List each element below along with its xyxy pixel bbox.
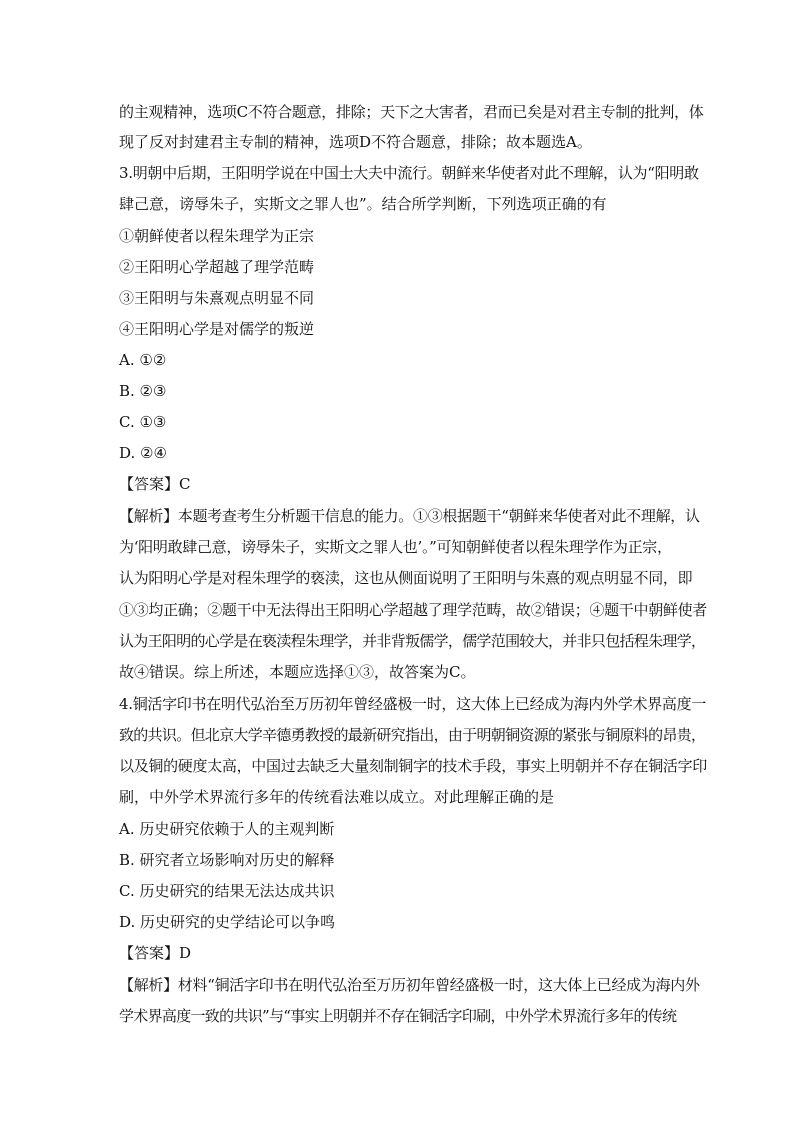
statement-3: ③王阳明与朱熹观点明显不同 [119, 289, 315, 307]
option-d: D. ②④ [119, 444, 167, 462]
analysis-line: 认为王阳明的心学是在亵渎程朱理学，并非背叛儒学，儒学范围较大，并非只包括程朱理学， [119, 632, 706, 650]
statement-4: ④王阳明心学是对儒学的叛逆 [119, 320, 315, 338]
option-c: C. ①③ [119, 413, 167, 431]
analysis-line: 【解析】本题考查考生分析题干信息的能力。①③根据题干“朝鲜来华使者对此不理解，认 [119, 507, 700, 525]
analysis-line: 故④错误。综上所述，本题应选择①③，故答案为C。 [119, 663, 476, 681]
option-a: A. ①② [119, 351, 167, 369]
question-4-stem: 4.铜活字印书在明代弘治至万历初年曾经盛极一时，这大体上已经成为海内外学术界高度一 [119, 695, 707, 713]
option-b: B. 研究者立场影响对历史的解释 [119, 851, 335, 869]
answer-label: 【答案】C [119, 475, 191, 493]
answer-label: 【答案】D [119, 944, 192, 962]
question-4-stem: 刷，中外学术界流行多年的传统看法难以成立。对此理解正确的是 [119, 788, 555, 806]
text-line: 的主观精神，选项C不符合题意，排除；天下之大害者，君而已矣是对君主专制的批判，体 [119, 103, 704, 121]
analysis-line: 认为阳明心学是对程朱理学的亵渎，这也从侧面说明了王阳明与朱熹的观点明显不同，即 [119, 569, 693, 587]
question-4-stem: 以及铜的硬度太高，中国过去缺乏大量刻制铜字的技术手段，事实上明朝并不存在铜活字印 [119, 757, 708, 775]
question-4-stem: 致的共识。但北京大学辛德勇教授的最新研究指出，由于明朝铜资源的紧张与铜原料的昂贵， [119, 726, 706, 744]
analysis-line: 【解析】材料“铜活字印书在明代弘治至万历初年曾经盛极一时，这大体上已经成为海内外 [119, 976, 700, 994]
analysis-line: ①③均正确；②题干中无法得出王阳明心学超越了理学范畴，故②错误；④题干中朝鲜使者 [119, 601, 708, 619]
analysis-line: 为‘阳明敢肆己意，谤辱朱子，实斯文之罪人也’。”可知朝鲜使者以程朱理学作为正宗， [119, 538, 672, 556]
question-3-stem: 3.明朝中后期，王阳明学说在中国士大夫中流行。朝鲜来华使者对此不理解，认为“阳明敢 [119, 164, 699, 182]
option-a: A. 历史研究依赖于人的主观判断 [119, 820, 335, 838]
text-line: 现了反对封建君主专制的精神，选项D不符合题意，排除；故本题选A。 [119, 133, 592, 151]
statement-2: ②王阳明心学超越了理学范畴 [119, 258, 315, 276]
question-3-stem: 肆己意，谤辱朱子，实斯文之罪人也”。结合所学判断，下列选项正确的有 [119, 195, 607, 213]
option-b: B. ②③ [119, 382, 167, 400]
option-c: C. 历史研究的结果无法达成共识 [119, 882, 335, 900]
analysis-line: 学术界高度一致的共识”与“事实上明朝并不存在铜活字印刷，中外学术界流行多年的传统 [119, 1007, 677, 1025]
option-d: D. 历史研究的史学结论可以争鸣 [119, 913, 336, 931]
statement-1: ①朝鲜使者以程朱理学为正宗 [119, 227, 315, 245]
